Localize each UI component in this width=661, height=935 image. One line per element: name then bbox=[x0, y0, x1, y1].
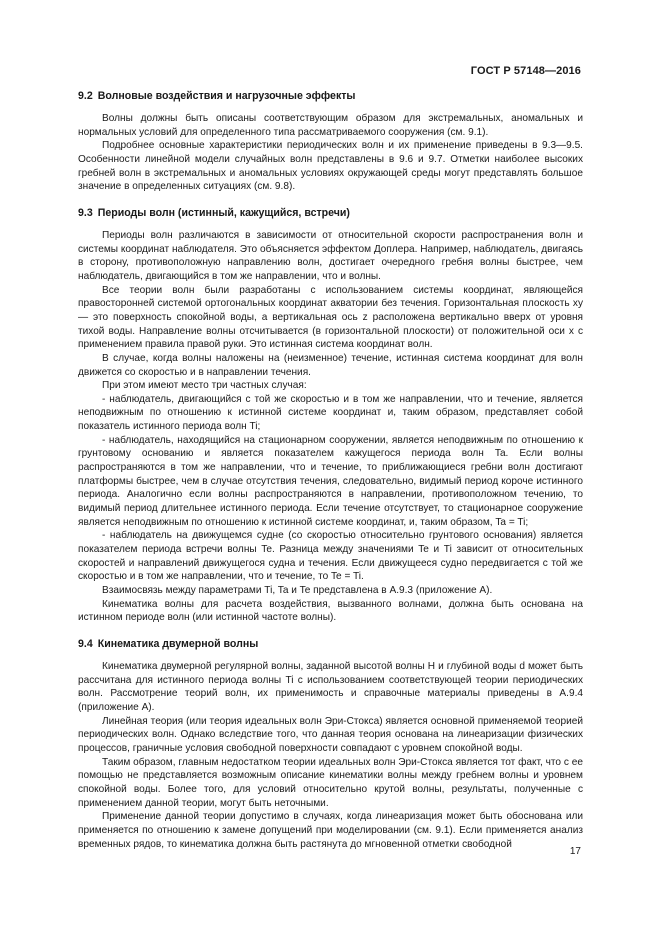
section-9-4 bbox=[78, 637, 583, 851]
paragraph: Все теории волн были разработаны с использованием системы координат, являющейся правосторонней системой ортогональных координат акватории без течения. Горизонтальная плоскость xy — это поверхность спокойной воды, а вертикальная ось z расположена вертикально вверх от уровня тихой воды. Направление волны отсчитывается (в горизонтальной плоскости) от положительной оси x с применением правила правой руки. Это истинная система координат волн. bbox=[78, 284, 583, 351]
paragraph: Линейная теория (или теория идеальных волн Эри-Стокса) является основной применяемой теорией периодических волн. Однако вследствие того, что данная теория основана на линеаризации физических процессов, граничные условия свободной поверхности совпадают с уровнем спокойной воды. bbox=[78, 715, 583, 754]
section-heading: 9.2 Волновые воздействия и нагрузочные эффекты bbox=[78, 90, 356, 102]
paragraph: Кинематика двумерной регулярной волны, заданной высотой волны H и глубиной воды d может быть рассчитана для истинного периода волны Ti с использованием соответствующей теории периодических волн. Рассмотрение теорий волн, их применимость и справочные материалы приведены в А.9.4 (приложение А). bbox=[78, 660, 583, 713]
section-9-2 bbox=[78, 89, 583, 194]
section-heading: 9.4 Кинематика двумерной волны bbox=[78, 637, 259, 650]
list-item: - наблюдатель, двигающийся с той же скоростью и в том же направлении, что и течение, является неподвижным по отношению к истинной системе координат и, таким образом, представляет собой показатель истинного периода волн Ti; bbox=[78, 393, 583, 433]
paragraph: Применение данной теории допустимо в случаях, когда линеаризация может быть обоснована или применяется по отношению к замене допущений при моделировании (см. 9.1). Если применяется анализ временных рядов, то кинематика должна быть растянута до мгновенной отметки свободной bbox=[78, 811, 583, 850]
list-item: - наблюдатель на движущемся судне (со скоростью относительно грунтового основания) является показателем периода встречи волны Te. Разница между значениями Te и Ti зависит от относительных скоростей и направлений движущегося судна и течения. Если движущееся судно передвигается с той же скоростью и в том же направлении, что и течение, то Te = Ti. bbox=[78, 530, 583, 583]
paragraph: Взаимосвязь между параметрами Ti, Ta и Te представлена в А.9.3 (приложение А). bbox=[102, 585, 493, 596]
list-item: - наблюдатель, находящийся на стационарном сооружении, является неподвижным по отношению к грунтовому основанию и является показателем кажущегося периода волн Ta. Если волны распространяются в том же направлении, что и течение, то приближающиеся гребни волн достигают платформы быстрее, чем в случае отсутствия течения, следовательно, видимый период короче истинного периода. Аналогично если волны распространяются в направлении, противоположном течению, то видимый период длительнее истинного периода. Если течение отсутствует, то стационарное сооружение является неподвижным по отношению к истинной системе координат, и, таким образом, Ta = Ti; bbox=[78, 434, 583, 528]
paragraph: Периоды волн различаются в зависимости от относительной скорости распространения волн и системы координат наблюдателя. Это объясняется эффектом Доплера. Например, наблюдатель, двигаясь в сторону, противоположную направлению волн, достигает очередного гребня волны быстрее, чем наблюдатель, двигающийся в том же направлении, что и волны. bbox=[78, 229, 583, 282]
paragraph: Волны должны быть описаны соответствующим образом для экстремальных, аномальных и нормальных условий для определенного типа рассматриваемого сооружения (см. 9.1). bbox=[78, 113, 583, 138]
section-heading: 9.3 Периоды волн (истинный, кажущийся, встречи) bbox=[78, 206, 350, 219]
paragraph: Подробнее основные характеристики периодических волн и их применение приведены в 9.3—9.5. Особенности линейной модели случайных волн представлены в 9.6 и 9.7. Отметки наиболее высоких гребней волн в экстремальных и аномальных условиях окружающей среды могут представлять большое значение в определенных ситуациях (см. 9.8). bbox=[78, 140, 583, 193]
page-content bbox=[78, 89, 583, 863]
paragraph: Таким образом, главным недостатком теории идеальных волн Эри-Стокса является тот факт, что с ее помощью не представляется возможным описание кинематики волны между гребнем волны и уровнем спокойной воды. Более того, для условий относительно крутой волны, результаты, полученные с применением данной теории, могут быть неточными. bbox=[78, 756, 583, 809]
paragraph: При этом имеют место три частных случая: bbox=[102, 380, 307, 392]
page-number: 17 bbox=[569, 846, 581, 857]
paragraph: Кинематика волны для расчета воздействия, вызванного волнами, должна быть основана на истинном периоде волн (или истинной частоте волны). bbox=[78, 598, 583, 624]
paragraph: В случае, когда волны наложены на (неизменное) течение, истинная система координат для волн движется со скоростью и в направлении течения. bbox=[78, 352, 583, 378]
section-9-3 bbox=[78, 206, 583, 625]
document-id: ГОСТ Р 57148—2016 bbox=[470, 65, 581, 77]
